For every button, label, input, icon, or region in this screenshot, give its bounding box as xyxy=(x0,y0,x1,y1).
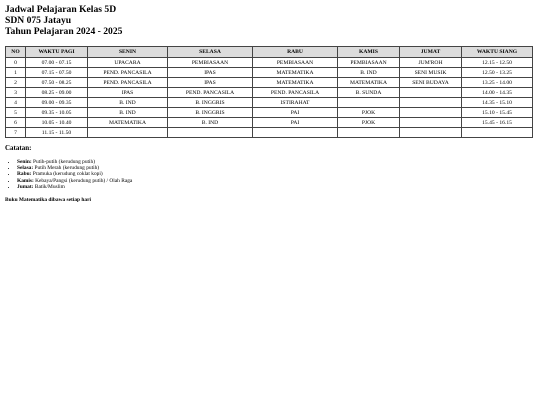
table-cell: 13.25 - 14.00 xyxy=(462,78,533,88)
table-row xyxy=(6,128,533,138)
schedule-table xyxy=(5,46,533,138)
table-cell xyxy=(88,128,168,138)
column-header: SENIN xyxy=(88,47,168,58)
note-text: Batik/Muslim xyxy=(34,183,65,190)
table-cell: B. IND xyxy=(168,118,253,128)
table-cell: PJOK xyxy=(338,118,400,128)
table-cell: B. IND xyxy=(338,68,400,78)
table-cell: 15.10 - 15.45 xyxy=(462,108,533,118)
table-cell: IPAS xyxy=(168,78,253,88)
column-header: NO xyxy=(6,47,26,58)
note-day: Senin: xyxy=(17,159,32,165)
school-year: Tahun Pelajaran 2024 - 2025 xyxy=(5,26,123,37)
table-cell: 0 xyxy=(6,58,26,68)
table-cell: MATEMATIKA xyxy=(253,78,338,88)
table-cell: 11.15 - 11.50 xyxy=(26,128,88,138)
table-cell: IPAS xyxy=(168,68,253,78)
table-cell xyxy=(400,128,462,138)
table-cell: 07.50 - 08.25 xyxy=(26,78,88,88)
table-cell xyxy=(338,128,400,138)
table-cell: MATEMATIKA xyxy=(88,118,168,128)
table-cell: 1 xyxy=(6,68,26,78)
school-name: SDN 075 Jatayu xyxy=(5,15,72,26)
table-cell: PEMBIASAAN xyxy=(338,58,400,68)
notes-heading: Catatan: xyxy=(5,144,32,152)
table-cell: 09.35 - 10.05 xyxy=(26,108,88,118)
table-cell: PEND. PANCASILA xyxy=(253,88,338,98)
table-header-row xyxy=(6,47,533,58)
table-cell: 07.00 - 07.15 xyxy=(26,58,88,68)
table-cell: ISTIRAHAT xyxy=(253,98,338,108)
table-cell xyxy=(400,108,462,118)
table-cell: 6 xyxy=(6,118,26,128)
column-header: WAKTU PAGI xyxy=(26,47,88,58)
column-header: SELASA xyxy=(168,47,253,58)
table-cell: PEND. PANCASILA xyxy=(168,88,253,98)
table-cell: PAI xyxy=(253,118,338,128)
table-cell: B. INGGRIS xyxy=(168,108,253,118)
note-text: Putih-putih (kerudung putih) xyxy=(33,159,96,165)
table-cell: PEMBIASAAN xyxy=(253,58,338,68)
column-header: KAMIS xyxy=(338,47,400,58)
column-header: JUMAT xyxy=(400,47,462,58)
table-row xyxy=(6,108,533,118)
column-header: WAKTU SIANG xyxy=(462,47,533,58)
table-cell: MATEMATIKA xyxy=(338,78,400,88)
notes-list xyxy=(5,159,535,190)
note-day: Rabu: xyxy=(17,171,32,178)
table-cell: 07.15 - 07.50 xyxy=(26,68,88,78)
table-cell: 14.35 - 15.10 xyxy=(462,98,533,108)
table-cell xyxy=(168,128,253,138)
note-item xyxy=(17,184,535,190)
note-day: Kamis: xyxy=(17,177,34,184)
table-cell: PEND. PANCASILA xyxy=(88,78,168,88)
table-cell: 2 xyxy=(6,78,26,88)
table-cell: IPAS xyxy=(88,88,168,98)
table-cell: SENI MUSIK xyxy=(400,68,462,78)
table-cell: 5 xyxy=(6,108,26,118)
table-row xyxy=(6,58,533,68)
table-cell: B. SUNDA xyxy=(338,88,400,98)
table-cell: PEND. PANCASILA xyxy=(88,68,168,78)
table-row xyxy=(6,118,533,128)
table-cell: SENI BUDAYA xyxy=(400,78,462,88)
table-cell xyxy=(338,98,400,108)
table-cell: PEMBIASAAN xyxy=(168,58,253,68)
table-body xyxy=(6,58,533,138)
table-cell: PAI xyxy=(253,108,338,118)
note-text: Kebaya/Pangsi (kerudung putih) / Olah Raga xyxy=(35,177,133,184)
note-day: Selasa: xyxy=(17,165,34,172)
table-row xyxy=(6,98,533,108)
table-cell: 10.05 - 10.40 xyxy=(26,118,88,128)
table-cell xyxy=(400,88,462,98)
table-cell: 12.15 - 12.50 xyxy=(462,58,533,68)
note-day: Jumat: xyxy=(17,183,34,190)
table-cell: 08.25 - 09.00 xyxy=(26,88,88,98)
table-cell: 15.45 - 16.15 xyxy=(462,118,533,128)
table-cell: JUM'ROH xyxy=(400,58,462,68)
note-text: Pramuka (kerudung coklat kopi) xyxy=(32,171,103,178)
table-cell xyxy=(253,128,338,138)
table-cell: 7 xyxy=(6,128,26,138)
table-cell: 14.00 - 14.35 xyxy=(462,88,533,98)
table-row xyxy=(6,88,533,98)
table-cell xyxy=(462,128,533,138)
note-text: Putih Merah (kerudung putih) xyxy=(34,165,100,172)
table-cell: B. INGGRIS xyxy=(168,98,253,108)
table-cell: 4 xyxy=(6,98,26,108)
table-cell: 12.50 - 13.25 xyxy=(462,68,533,78)
footnote: Buku Matematika dibawa setiap hari xyxy=(5,197,91,204)
table-cell xyxy=(400,118,462,128)
table-cell: 09.00 - 09.35 xyxy=(26,98,88,108)
table-cell: B. IND xyxy=(88,108,168,118)
table-row xyxy=(6,68,533,78)
table-cell: 3 xyxy=(6,88,26,98)
page-title: Jadwal Pelajaran Kelas 5D xyxy=(5,4,117,15)
table-cell: UPACARA xyxy=(88,58,168,68)
table-cell: PJOK xyxy=(338,108,400,118)
table-cell xyxy=(400,98,462,108)
title-block xyxy=(5,4,535,37)
table-cell: B. IND xyxy=(88,98,168,108)
table-row xyxy=(6,78,533,88)
table-cell: MATEMATIKA xyxy=(253,68,338,78)
column-header: RABU xyxy=(253,47,338,58)
